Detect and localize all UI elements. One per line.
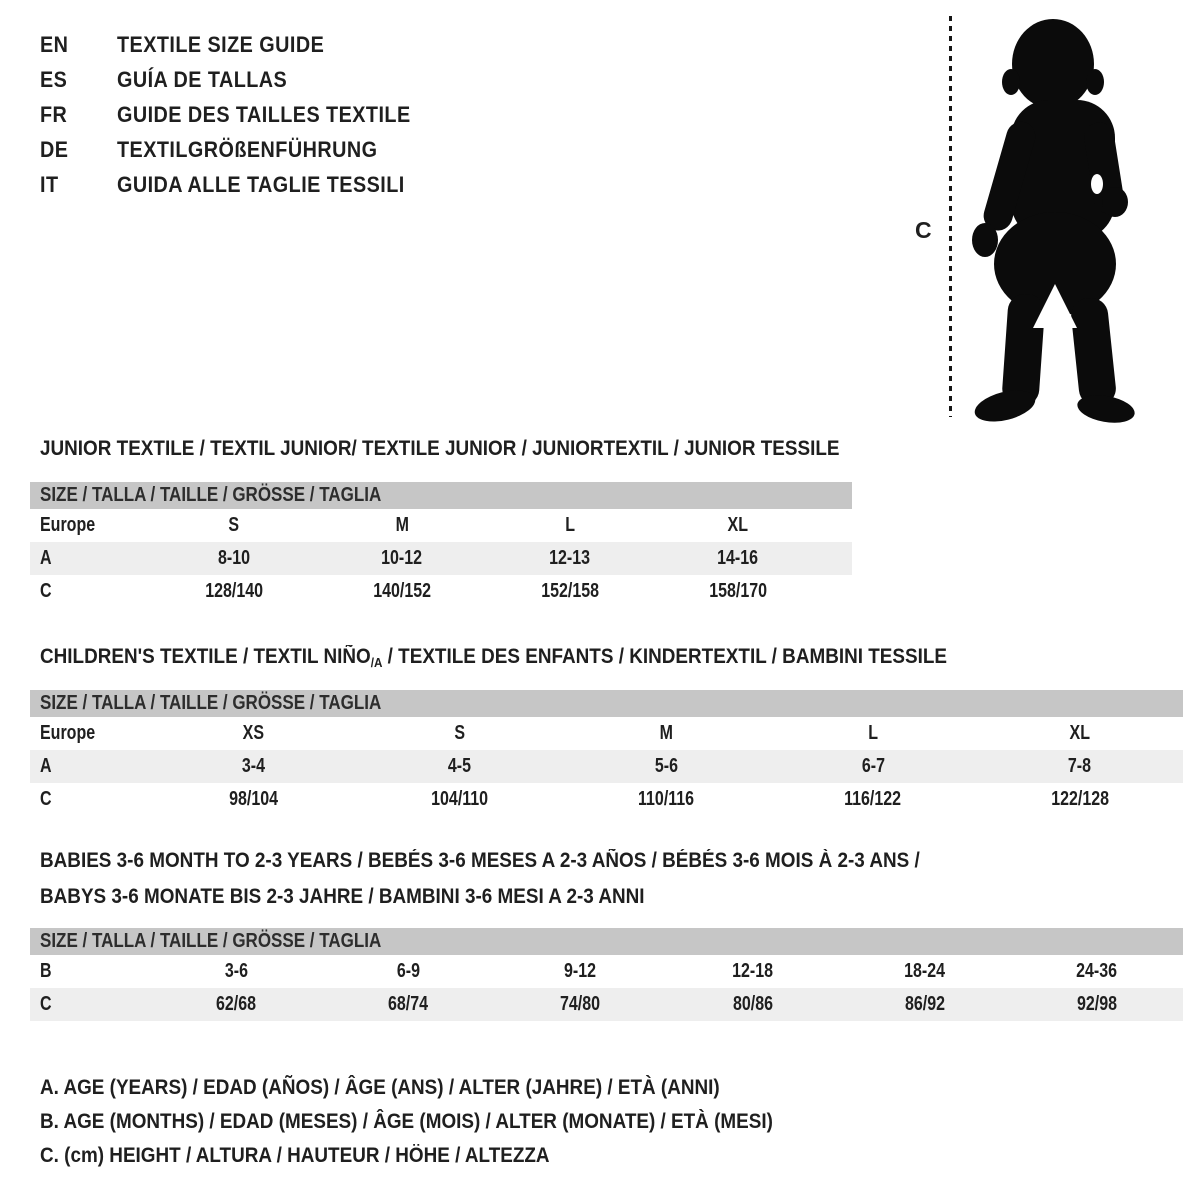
- height-cell: 122/128: [1050, 788, 1109, 810]
- size-cell: L: [565, 514, 575, 536]
- children-section-title: CHILDREN'S TEXTILE / TEXTIL NIÑO/A / TEXTILE DES ENFANTS / KINDERTEXTIL / BAMBINI TESSILE: [40, 645, 948, 670]
- babies-section-title-line2: BABYS 3-6 MONATE BIS 2-3 JAHRE / BAMBINI 3-6 MESI A 2-3 ANNI: [40, 885, 645, 908]
- age-cell: 12-13: [549, 547, 591, 569]
- language-code: FR: [40, 101, 68, 127]
- row-label: C: [40, 788, 52, 810]
- height-cell: 110/116: [638, 788, 695, 810]
- table-row-age: [30, 542, 852, 575]
- age-cell: 14-16: [717, 547, 759, 569]
- months-cell: 24-36: [1076, 960, 1118, 982]
- size-cell: XS: [242, 722, 264, 744]
- age-cell: 5-6: [654, 755, 679, 777]
- babies-size-table: [30, 928, 1183, 1021]
- height-cell: 68/74: [388, 993, 429, 1015]
- table-row-months: [30, 955, 1183, 988]
- table-row-europe: [30, 717, 1183, 750]
- height-measure-dashed-line: [949, 16, 952, 417]
- row-label: C: [40, 580, 52, 602]
- age-cell: 4-5: [448, 755, 472, 777]
- language-row-de: [40, 132, 443, 167]
- size-cell: L: [868, 722, 878, 744]
- months-cell: 18-24: [904, 960, 946, 982]
- size-cell: XL: [727, 514, 749, 536]
- height-cell: 128/140: [205, 580, 263, 602]
- age-cell: 10-12: [381, 547, 423, 569]
- language-code: DE: [40, 136, 69, 162]
- legend-height-cm: C. (cm) HEIGHT / ALTURA / HAUTEUR / HÖHE / ALTEZZA: [40, 1144, 550, 1167]
- height-cell: 116/122: [844, 788, 902, 810]
- guide-title-en: TEXTILE SIZE GUIDE: [117, 31, 325, 57]
- height-cell: 86/92: [904, 993, 945, 1015]
- language-code: EN: [40, 31, 69, 57]
- row-label: A: [40, 547, 52, 569]
- height-cell: 98/104: [228, 788, 278, 810]
- guide-title-fr: GUIDE DES TAILLES TEXTILE: [117, 101, 411, 127]
- measure-legend: [40, 1071, 854, 1173]
- height-cell: 140/152: [373, 580, 431, 602]
- months-cell: 9-12: [564, 960, 597, 982]
- height-cell: 80/86: [732, 993, 773, 1015]
- months-cell: 6-9: [396, 960, 420, 982]
- guide-title-de: TEXTILGRÖßENFÜHRUNG: [117, 136, 378, 162]
- age-cell: 8-10: [217, 547, 251, 569]
- language-row-es: [40, 62, 443, 97]
- height-cell: 152/158: [541, 580, 599, 602]
- table-row-age: [30, 750, 1183, 783]
- junior-section-title: JUNIOR TEXTILE / TEXTIL JUNIOR/ TEXTILE JUNIOR / JUNIORTEXTIL / JUNIOR TESSILE: [40, 437, 840, 460]
- children-size-table: [30, 690, 1183, 816]
- table-row-height: [30, 988, 1183, 1021]
- guide-title-es: GUÍA DE TALLAS: [117, 66, 288, 92]
- size-header-band: SIZE / TALLA / TAILLE / GRÖSSE / TAGLIA: [30, 928, 1183, 955]
- size-header-band: SIZE / TALLA / TAILLE / GRÖSSE / TAGLIA: [30, 690, 1183, 717]
- age-cell: 6-7: [861, 755, 885, 777]
- height-cell: 74/80: [560, 993, 601, 1015]
- height-cell: 104/110: [431, 788, 489, 810]
- language-row-it: [40, 167, 443, 202]
- babies-section-title-line1: BABIES 3-6 MONTH TO 2-3 YEARS / BEBÉS 3-6 MESES A 2-3 AÑOS / BÉBÉS 3-6 MOIS À 2-3 ANS /: [40, 849, 920, 872]
- height-cell: 158/170: [709, 580, 767, 602]
- size-cell: M: [659, 722, 674, 744]
- language-row-en: [40, 27, 443, 62]
- language-header: [40, 27, 443, 202]
- row-label: Europe: [40, 514, 96, 536]
- height-cell: 92/98: [1076, 993, 1117, 1015]
- height-measure-label: C: [915, 217, 932, 243]
- row-label: B: [40, 960, 52, 982]
- size-header-band: SIZE / TALLA / TAILLE / GRÖSSE / TAGLIA: [30, 482, 852, 509]
- months-cell: 12-18: [732, 960, 774, 982]
- nino-a-subscript: /A: [370, 655, 383, 670]
- months-cell: 3-6: [224, 960, 248, 982]
- table-row-height: [30, 575, 852, 608]
- language-code: ES: [40, 66, 68, 92]
- size-cell: XL: [1069, 722, 1090, 744]
- size-cell: S: [228, 514, 240, 536]
- baby-silhouette: [965, 16, 1140, 426]
- language-row-fr: [40, 97, 443, 132]
- table-row-europe: [30, 509, 852, 542]
- age-cell: 3-4: [241, 755, 265, 777]
- legend-age-years: A. AGE (YEARS) / EDAD (AÑOS) / ÂGE (ANS) / ALTER (JAHRE) / ETÀ (ANNI): [40, 1076, 720, 1099]
- legend-age-months: B. AGE (MONTHS) / EDAD (MESES) / ÂGE (MOIS) / ALTER (MONATE) / ETÀ (MESI): [40, 1110, 773, 1133]
- row-label: A: [40, 755, 52, 777]
- age-cell: 7-8: [1068, 755, 1092, 777]
- junior-size-table: [30, 482, 852, 608]
- height-cell: 62/68: [216, 993, 257, 1015]
- size-cell: M: [395, 514, 409, 536]
- size-cell: S: [454, 722, 466, 744]
- guide-title-it: GUIDA ALLE TAGLIE TESSILI: [117, 171, 405, 197]
- row-label: C: [40, 993, 52, 1015]
- table-row-height: [30, 783, 1183, 816]
- language-code: IT: [40, 171, 59, 197]
- row-label: Europe: [40, 722, 96, 744]
